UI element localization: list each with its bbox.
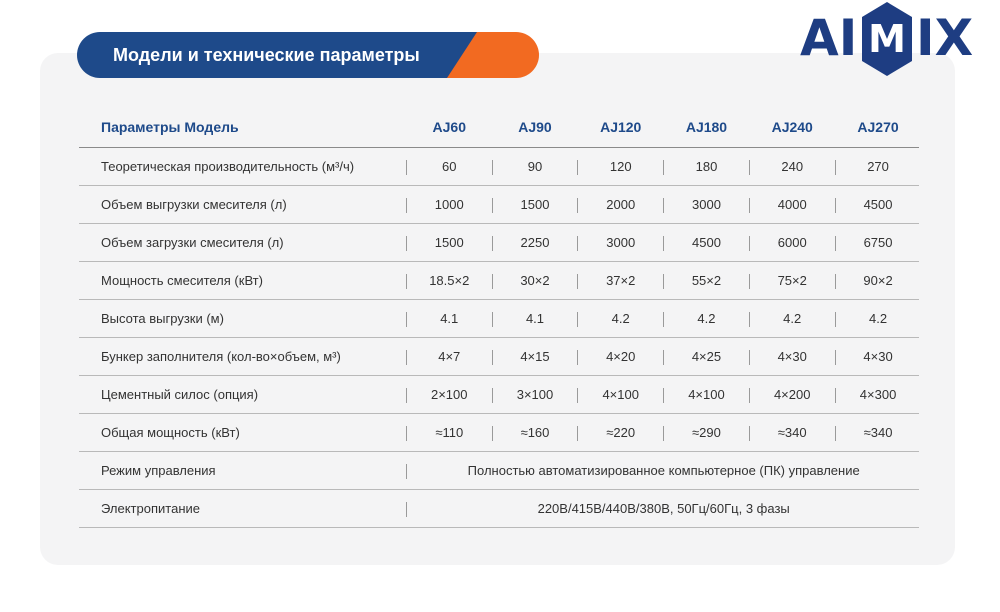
- aimix-logo: [798, 0, 978, 78]
- table-row-spanned: [79, 452, 919, 490]
- column-divider: [492, 350, 493, 365]
- table-cell: 4×30: [837, 338, 919, 376]
- column-divider: [663, 236, 664, 251]
- column-divider: [577, 350, 578, 365]
- column-divider: [835, 388, 836, 403]
- table-cell: 55×2: [666, 262, 748, 300]
- column-divider: [492, 236, 493, 251]
- column-divider: [835, 274, 836, 289]
- table-cell: ≈340: [751, 414, 833, 452]
- table-cell: 4.2: [751, 300, 833, 338]
- header-model-aj90: AJ90: [494, 106, 576, 148]
- table-cell: 120: [580, 148, 662, 186]
- table-cell: ≈290: [666, 414, 748, 452]
- column-divider: [406, 388, 407, 403]
- table-cell: 4500: [666, 224, 748, 262]
- column-divider: [577, 312, 578, 327]
- row-label: Общая мощность (кВт): [79, 414, 404, 452]
- table-cell: 2×100: [408, 376, 490, 414]
- table-cell: 90: [494, 148, 576, 186]
- column-divider: [663, 350, 664, 365]
- column-divider: [492, 160, 493, 175]
- table-row: [79, 148, 919, 186]
- header-model-aj120: AJ120: [580, 106, 662, 148]
- row-label: Объем загрузки смесителя (л): [79, 224, 404, 262]
- column-divider: [577, 426, 578, 441]
- table-row: [79, 376, 919, 414]
- table-row: [79, 338, 919, 376]
- table-cell: 4×30: [751, 338, 833, 376]
- table-row: [79, 186, 919, 224]
- table-cell: 90×2: [837, 262, 919, 300]
- column-divider: [749, 350, 750, 365]
- table-header-row: [79, 106, 919, 148]
- column-divider: [577, 160, 578, 175]
- logo-text-middle: M: [868, 17, 906, 61]
- table-cell: 6000: [751, 224, 833, 262]
- table-cell-spanned: 220В/415В/440В/380В, 50Гц/60Гц, 3 фазы: [408, 490, 919, 528]
- column-divider: [406, 426, 407, 441]
- column-divider: [663, 160, 664, 175]
- row-label: Бункер заполнителя (кол-во×объем, м³): [79, 338, 404, 376]
- column-divider: [492, 426, 493, 441]
- column-divider: [663, 198, 664, 213]
- logo-text-right: IX: [916, 9, 974, 67]
- column-divider: [749, 274, 750, 289]
- table-cell: 3×100: [494, 376, 576, 414]
- row-label: Режим управления: [79, 452, 404, 490]
- table-cell: 180: [666, 148, 748, 186]
- row-label: Мощность смесителя (кВт): [79, 262, 404, 300]
- header-params-model: Параметры Модель: [79, 106, 404, 148]
- table-cell: 4×100: [666, 376, 748, 414]
- column-divider: [492, 274, 493, 289]
- column-divider: [835, 350, 836, 365]
- table-cell: 4.2: [666, 300, 748, 338]
- table-cell: 4.1: [494, 300, 576, 338]
- column-divider: [663, 312, 664, 327]
- column-divider: [577, 274, 578, 289]
- table-row: [79, 224, 919, 262]
- table-row: [79, 262, 919, 300]
- table-cell: 2250: [494, 224, 576, 262]
- column-divider: [577, 236, 578, 251]
- table-row: [79, 414, 919, 452]
- column-divider: [406, 464, 407, 479]
- header-model-aj240: AJ240: [751, 106, 833, 148]
- table-cell: 4×15: [494, 338, 576, 376]
- header-model-aj180: AJ180: [666, 106, 748, 148]
- column-divider: [835, 426, 836, 441]
- table-row: [79, 300, 919, 338]
- section-title: Модели и технические параметры: [113, 45, 420, 65]
- header-model-aj270: AJ270: [837, 106, 919, 148]
- row-label: Объем выгрузки смесителя (л): [79, 186, 404, 224]
- table-cell: 1000: [408, 186, 490, 224]
- column-divider: [492, 388, 493, 403]
- table-cell: 3000: [580, 224, 662, 262]
- table-cell: 37×2: [580, 262, 662, 300]
- table-row-spanned: [79, 490, 919, 528]
- row-label: Теоретическая производительность (м³/ч): [79, 148, 404, 186]
- spec-table: [79, 106, 919, 528]
- section-banner: [77, 32, 539, 78]
- table-cell: 6750: [837, 224, 919, 262]
- column-divider: [406, 198, 407, 213]
- table-cell: 75×2: [751, 262, 833, 300]
- column-divider: [749, 426, 750, 441]
- column-divider: [406, 350, 407, 365]
- table-cell: ≈220: [580, 414, 662, 452]
- table-cell: 270: [837, 148, 919, 186]
- column-divider: [749, 312, 750, 327]
- table-cell: 1500: [494, 186, 576, 224]
- table-cell: 1500: [408, 224, 490, 262]
- column-divider: [749, 388, 750, 403]
- table-cell: 240: [751, 148, 833, 186]
- table-cell: ≈110: [408, 414, 490, 452]
- table-cell: 4.1: [408, 300, 490, 338]
- column-divider: [492, 198, 493, 213]
- table-cell-spanned: Полностью автоматизированное компьютерное (ПК) управление: [408, 452, 919, 490]
- table-cell: 30×2: [494, 262, 576, 300]
- column-divider: [406, 274, 407, 289]
- table-cell: ≈160: [494, 414, 576, 452]
- column-divider: [577, 198, 578, 213]
- column-divider: [835, 160, 836, 175]
- column-divider: [835, 236, 836, 251]
- table-cell: 4×7: [408, 338, 490, 376]
- table-cell: 60: [408, 148, 490, 186]
- column-divider: [492, 312, 493, 327]
- column-divider: [835, 312, 836, 327]
- row-label: Электропитание: [79, 490, 404, 528]
- table-cell: 4×100: [580, 376, 662, 414]
- column-divider: [749, 198, 750, 213]
- row-label: Высота выгрузки (м): [79, 300, 404, 338]
- table-cell: 4×300: [837, 376, 919, 414]
- column-divider: [406, 160, 407, 175]
- column-divider: [835, 198, 836, 213]
- table-cell: 4.2: [837, 300, 919, 338]
- column-divider: [663, 274, 664, 289]
- column-divider: [749, 236, 750, 251]
- column-divider: [406, 312, 407, 327]
- table-cell: 4500: [837, 186, 919, 224]
- table-cell: ≈340: [837, 414, 919, 452]
- row-label: Цементный силос (опция): [79, 376, 404, 414]
- header-model-aj60: AJ60: [408, 106, 490, 148]
- table-cell: 4×200: [751, 376, 833, 414]
- column-divider: [663, 426, 664, 441]
- table-cell: 18.5×2: [408, 262, 490, 300]
- logo-text-left: AI: [800, 9, 858, 67]
- column-divider: [577, 388, 578, 403]
- table-cell: 4.2: [580, 300, 662, 338]
- column-divider: [663, 388, 664, 403]
- column-divider: [749, 160, 750, 175]
- table-cell: 2000: [580, 186, 662, 224]
- column-divider: [406, 236, 407, 251]
- table-cell: 4000: [751, 186, 833, 224]
- table-cell: 4×20: [580, 338, 662, 376]
- column-divider: [406, 502, 407, 517]
- table-cell: 3000: [666, 186, 748, 224]
- table-cell: 4×25: [666, 338, 748, 376]
